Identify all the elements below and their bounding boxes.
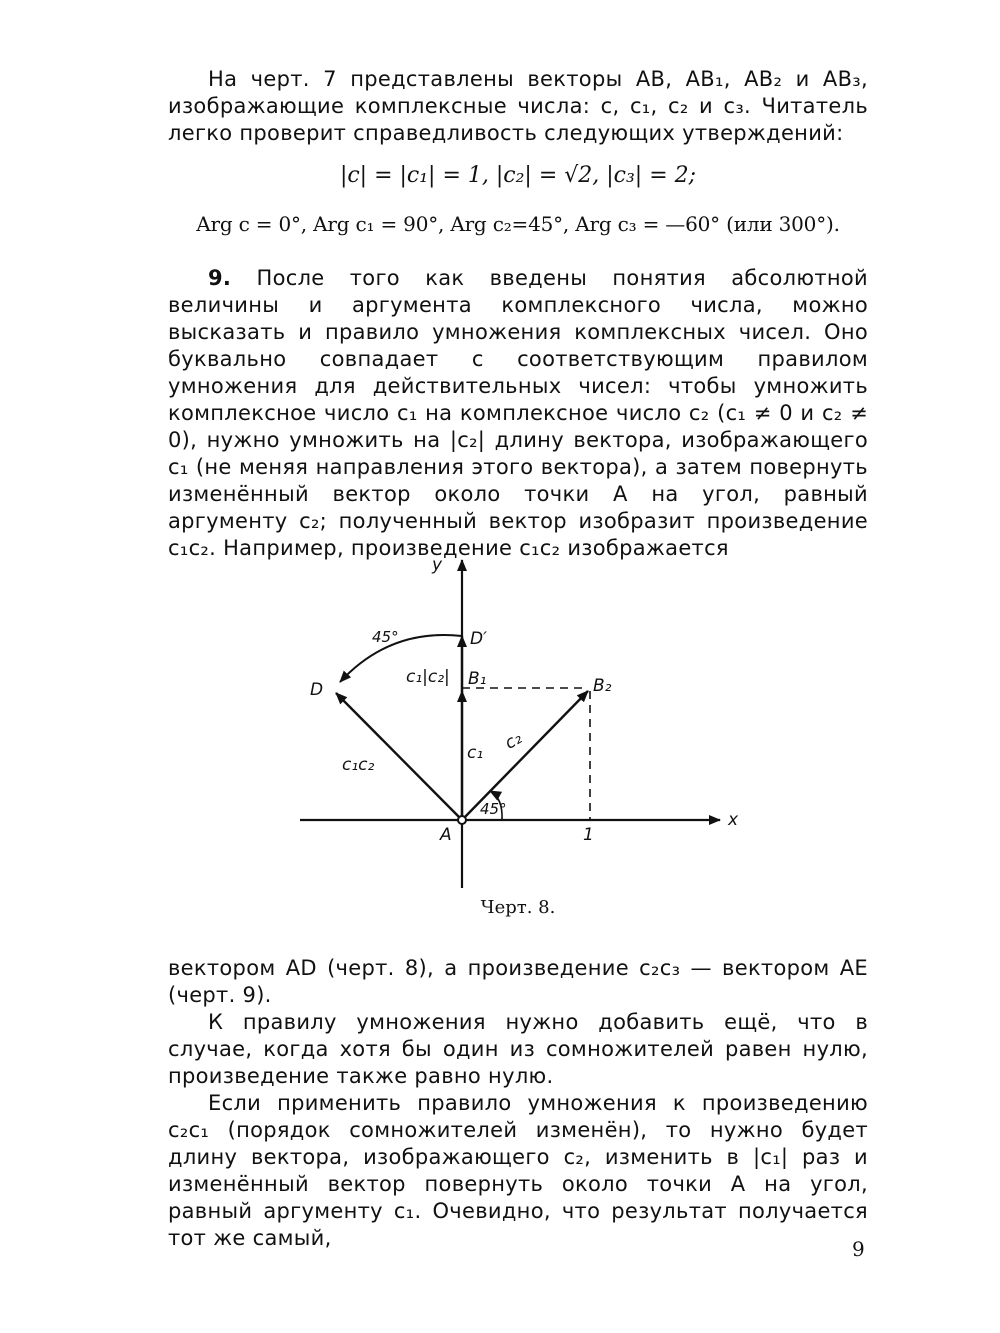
page-number: 9 [852,1237,865,1261]
tick-one-label: 1 [583,825,594,845]
vector-c1-abs-c2-label: c₁|c₂| [406,667,450,687]
vector-c2-label: c₂ [501,728,526,754]
after-figure-text [168,955,868,1252]
section-number: 9. [208,266,232,290]
vector-diagram [290,548,760,898]
vector-c1-label: c₁ [467,743,484,763]
figure-caption: Черт. 8. [480,897,556,918]
angle-bottom-label: 45° [480,800,507,818]
moduli-formula: |c| = |c₁| = 1, |c₂| = √2, |c₃| = 2; [339,163,697,188]
angle-top-label: 45° [372,628,399,646]
arguments-formula: Arg c = 0°, Arg c₁ = 90°, Arg c₂=45°, Arg c₃ = —60° (или 300°). [196,212,840,236]
origin-point [458,816,466,824]
x-axis-label: x [728,810,739,830]
y-axis-label: y [432,555,443,575]
vector-c1c2-label: c₁c₂ [342,755,375,775]
section-9-text: После того как введены понятия абсолютной величины и аргумента комплексного числа, можно высказать и правило умножения комплексных чисел. Оно буквально совпадает с соответствующим правилом умножения для действительных чисел: чтобы умножить комплексное число c₁ на комплексное число c₂ (c₁ ≠ 0 и c₂ ≠ 0), нужно умножить на |c₂| длину вектора, изображающего c₁ (не меняя направления этого вектора), а затем повернуть изменённый вектор около точки A на угол, равный аргументу c₂; полученный вектор изобразит произведение c₁c₂. Например, произведение c₁c₂ изображается [168,266,868,560]
point-d-label: D [310,680,324,700]
figure-8 [290,548,760,898]
intro-text: На черт. 7 представлены векторы AB, AB₁, AB₂ и AB₃, изображающие комплексные числа: c, c₁, c₂ и c₃. Читатель легко проверит справедливость следующих утверждений: [168,67,868,145]
paragraph-zero-rule: К правилу умножения нужно добавить ещё, что в случае, когда хотя бы один из сомножителей равен нулю, произведение также равно нулю. [168,1010,868,1088]
section-9 [168,265,868,562]
point-b2-label: B₂ [593,676,612,696]
origin-label: A [440,825,452,845]
paragraph-continuation: вектором AD (черт. 8), а произведение c₂c₃ — вектором AE (черт. 9). [168,956,868,1007]
point-d-prime-label: D′ [470,629,487,649]
intro-paragraph [168,66,868,147]
point-b1-label: B₁ [468,669,487,689]
paragraph-commutative: Если применить правило умножения к произведению c₂c₁ (порядок сомножителей изменён), то нужно будет длину вектора, изображающего c₂, изменить в |c₁| раз и изменённый вектор повернуть около точки A на угол, равный аргументу c₁. Очевидно, что результат получается тот же самый, [168,1091,868,1250]
